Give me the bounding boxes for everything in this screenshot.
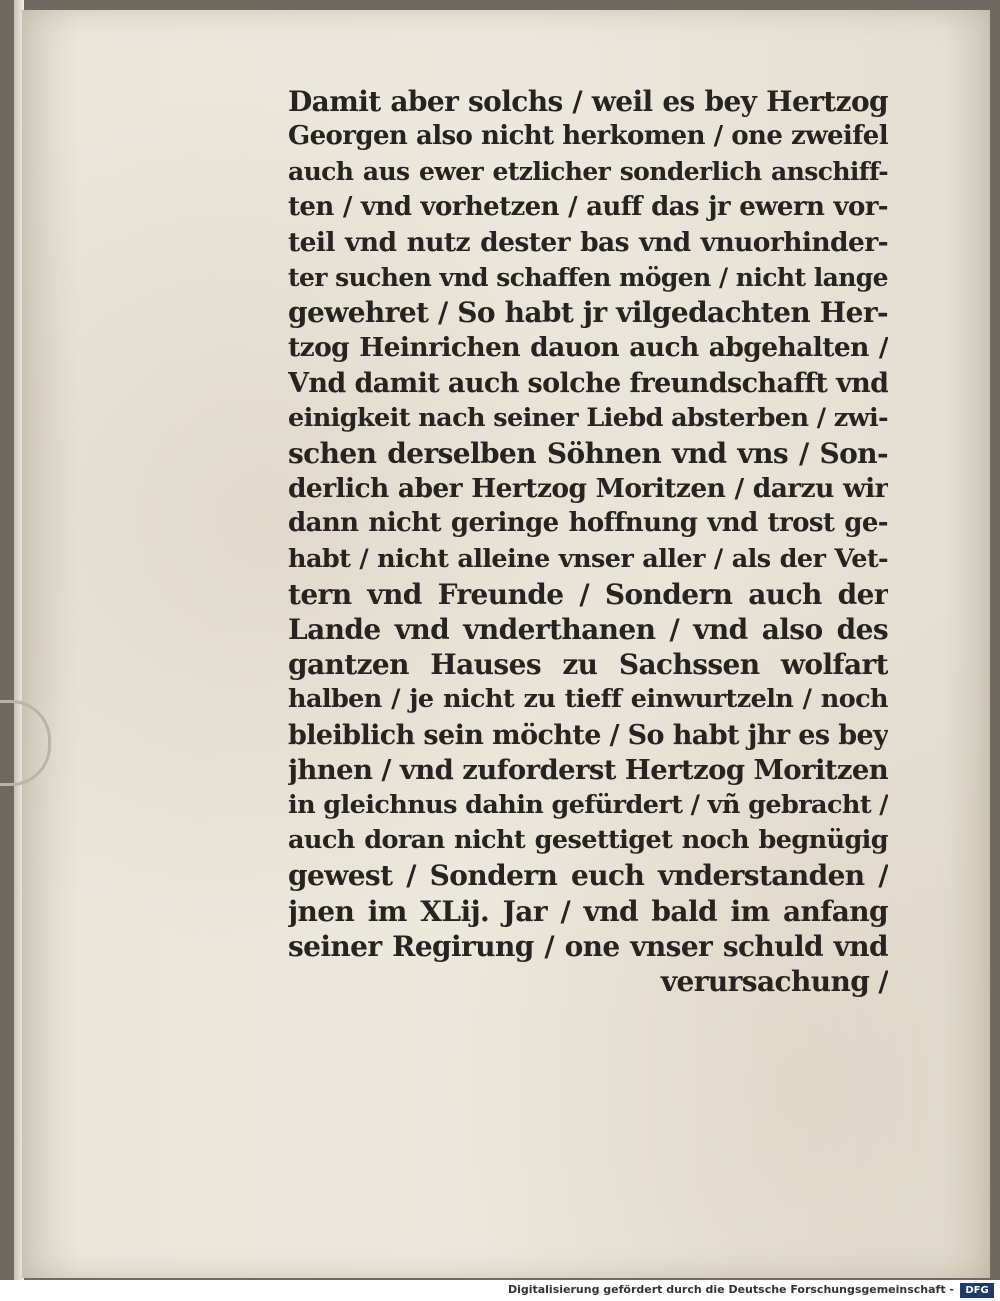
text-line: dann nicht geringe hoffnung vnd trost ge- bbox=[288, 508, 888, 539]
text-line: gewest / Sondern euch vnderstanden / bbox=[288, 859, 888, 893]
digitization-footer bbox=[0, 1280, 1000, 1301]
text-line: tzog Heinrichen dauon auch abgehalten / bbox=[288, 332, 888, 364]
text-line: schen derselben Söhnen vnd vns / Son- bbox=[288, 437, 888, 471]
text-line: gantzen Hauses zu Sachssen wolfart bbox=[288, 648, 888, 682]
text-line: auch aus ewer etzlicher sonderlich anschiff- bbox=[288, 157, 888, 187]
text-line: bleiblich sein möchte / So habt jhr es bey bbox=[288, 719, 888, 751]
text-line: ten / vnd vorhetzen / auff das jr ewern vor- bbox=[288, 191, 888, 222]
text-line: einigkeit nach seiner Liebd absterben / zwi- bbox=[288, 402, 888, 433]
blackletter-text-block bbox=[288, 84, 888, 999]
text-line: in gleichnus dahin gefürdert / vñ gebracht / bbox=[288, 790, 888, 821]
text-line: seiner Regirung / one vnser schuld vnd bbox=[288, 929, 888, 963]
text-line: tern vnd Freunde / Sondern auch der bbox=[288, 577, 888, 611]
text-line: jhnen / vnd zuforderst Hertzog Moritzen bbox=[288, 753, 888, 786]
text-line: Lande vnd vnderthanen / vnd also des bbox=[288, 613, 888, 647]
text-line: ter suchen vnd schaffen mögen / nicht lange bbox=[288, 263, 888, 293]
dfg-logo: DFG bbox=[960, 1283, 994, 1298]
funding-credit: Digitalisierung gefördert durch die Deutsche Forschungsgemeinschaft - bbox=[507, 1283, 954, 1296]
text-line: jnen im XLij. Jar / vnd bald im anfang bbox=[288, 894, 888, 928]
text-line: Vnd damit auch solche freundschafft vnd bbox=[288, 367, 888, 399]
text-line: Damit aber solchs / weil es bey Hertzog bbox=[288, 85, 888, 118]
text-line: Georgen also nicht herkomen / one zweifel bbox=[288, 121, 888, 152]
text-line: gewehret / So habt jr vilgedachten Her- bbox=[288, 296, 888, 330]
text-line: auch doran nicht gesettiget noch begnügig bbox=[288, 825, 888, 856]
text-line: teil vnd nutz dester bas vnd vnuorhinder- bbox=[288, 226, 888, 258]
text-line: habt / nicht alleine vnser aller / als der Vet- bbox=[288, 543, 888, 574]
text-line: verursachung / bbox=[660, 965, 888, 999]
text-line: halben / je nicht zu tieff einwurtzeln / noch bbox=[288, 684, 888, 715]
text-line: derlich aber Hertzog Moritzen / darzu wir bbox=[288, 473, 888, 505]
